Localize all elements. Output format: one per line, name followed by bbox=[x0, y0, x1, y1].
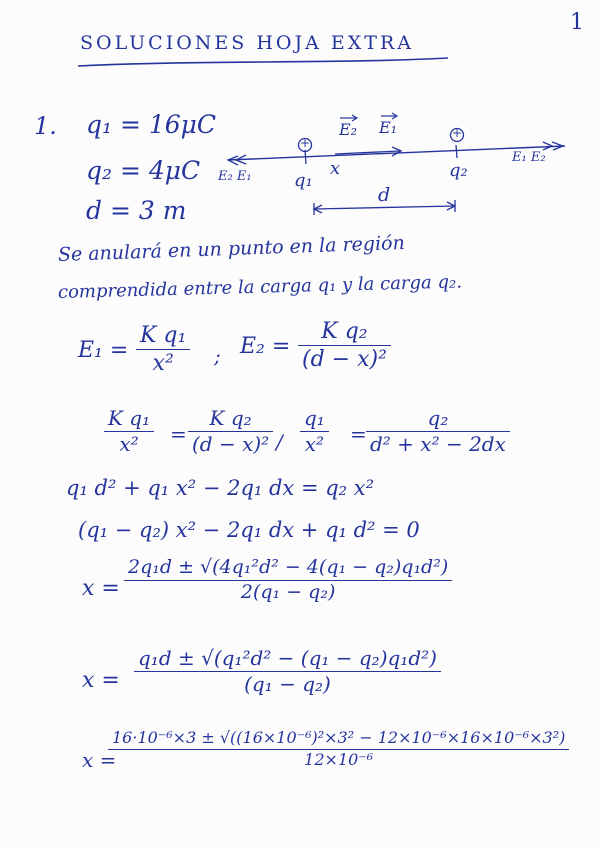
given-d: d = 3 m bbox=[86, 196, 187, 225]
eq-ratio-num-2: q₂ bbox=[427, 406, 449, 430]
eq-e1-denominator: x² bbox=[152, 351, 174, 377]
page-number: 1 bbox=[570, 10, 584, 35]
eq-equal-slash: / bbox=[276, 430, 283, 454]
given-q1: q₁ = 16μC bbox=[86, 110, 217, 139]
page-title: SOLUCIONES HOJA EXTRA bbox=[80, 32, 414, 54]
right-arrow-head-2 bbox=[543, 142, 552, 150]
sol1-numerator: 2q₁d ± √(4q₁²d² − 4(q₁ − q₂)q₁d²) bbox=[128, 556, 449, 578]
diagram-left-fields: E₂ E₁ bbox=[218, 169, 252, 184]
distance-arrow bbox=[314, 206, 455, 209]
sol1-lhs: x = bbox=[82, 576, 120, 601]
eq-ratio-fraction-2 bbox=[366, 408, 510, 455]
sol2-lhs: x = bbox=[82, 668, 120, 693]
sol1-denominator: 2(q₁ − q₂) bbox=[240, 580, 336, 603]
eq-ratio-den-2: d² + x² − 2dx bbox=[370, 432, 506, 456]
eq-equal-fraction-1 bbox=[104, 408, 154, 455]
eq-e1-fraction bbox=[136, 324, 190, 375]
sol3-denominator: 12×10⁻⁶ bbox=[304, 749, 374, 769]
sol2-denominator: (q₁ − q₂) bbox=[244, 672, 331, 696]
sol2-fraction bbox=[134, 648, 441, 695]
eq-expansion: q₁ d² + q₁ x² − 2q₁ dx = q₂ x² bbox=[66, 476, 375, 500]
eq-quadratic: (q₁ − q₂) x² − 2q₁ dx + q₁ d² = 0 bbox=[78, 518, 420, 542]
eq-ratio-den-1: x² bbox=[304, 432, 325, 456]
eq-e1-lhs: E₁ = bbox=[78, 338, 129, 363]
explanation-line-2: comprendida entre la carga q₁ y la carga q₂. bbox=[57, 271, 463, 303]
problem-number: 1. bbox=[34, 112, 57, 140]
diagram-distance-label: d bbox=[378, 184, 391, 206]
diagram-x-label: x bbox=[330, 158, 341, 179]
given-q2: q₂ = 4μC bbox=[86, 156, 201, 185]
eq-equal-num-1: K q₁ bbox=[108, 406, 151, 430]
eq-ratio-fraction-1 bbox=[300, 408, 329, 455]
eq-e2-denominator: (d − x)² bbox=[302, 347, 387, 373]
eq-separator: ; bbox=[214, 344, 221, 368]
diagram-q1-label: q₁ bbox=[294, 170, 313, 191]
diagram-e1-label: E₁ bbox=[379, 118, 398, 137]
eq-e2-numerator: K q₂ bbox=[321, 319, 368, 344]
sol3-lhs: x = bbox=[82, 748, 117, 772]
sol3-fraction bbox=[108, 730, 569, 769]
explanation-line-1: Se anulará en un punto en la región bbox=[57, 231, 406, 266]
diagram-plus-q1: + bbox=[300, 136, 311, 150]
eq-ratio-num-1: q₁ bbox=[304, 406, 325, 430]
eq-e1-numerator: K q₁ bbox=[140, 323, 187, 348]
sol3-numerator: 16·10⁻⁶×3 ± √((16×10⁻⁶)²×3² − 12×10⁻⁶×16×10⁻⁶×3²) bbox=[112, 728, 566, 747]
eq-e2-lhs: E₂ = bbox=[240, 334, 291, 359]
diagram-q2-label: q₂ bbox=[449, 160, 468, 181]
eq-equal-sign: = bbox=[170, 422, 187, 446]
eq-equal-fraction-2 bbox=[188, 408, 273, 455]
eq-equal-den-1: x² bbox=[119, 432, 139, 456]
diagram-plus-q2: + bbox=[452, 126, 463, 140]
eq-e2-fraction bbox=[298, 320, 391, 371]
diagram-e2-label: E₂ bbox=[339, 120, 358, 139]
diagram-right-fields: E₁ E₂ bbox=[512, 150, 546, 165]
title-underline bbox=[78, 58, 448, 66]
sol1-fraction bbox=[124, 558, 452, 603]
sol2-numerator: q₁d ± √(q₁²d² − (q₁ − q₂)q₁d²) bbox=[138, 646, 437, 670]
eq-equal-num-2: K q₂ bbox=[209, 406, 252, 430]
eq-ratio-sign: = bbox=[350, 422, 367, 446]
eq-equal-den-2: (d − x)² bbox=[192, 432, 270, 456]
